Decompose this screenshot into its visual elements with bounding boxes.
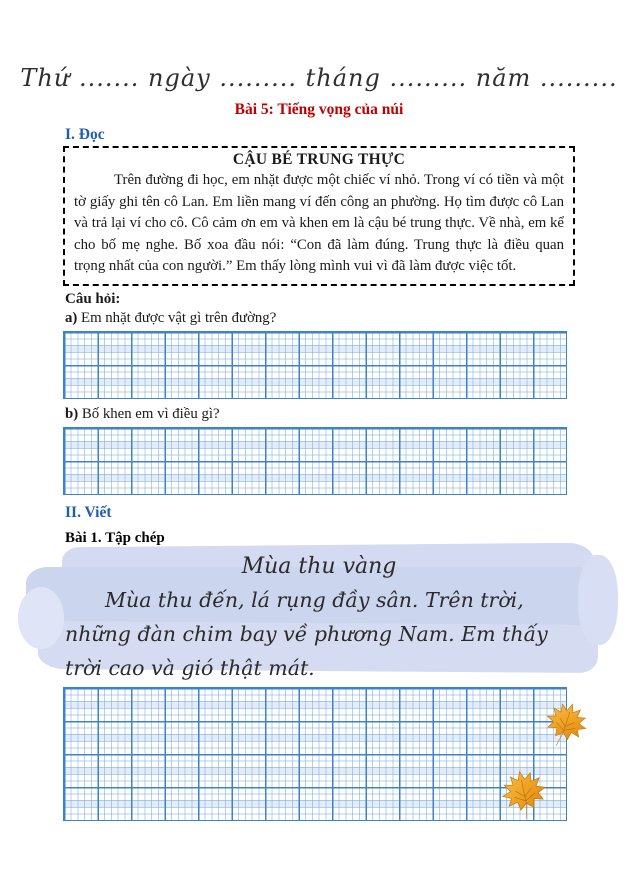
reading-box-title: CẬU BÉ TRUNG THỰC [232,151,406,168]
question-a [65,310,638,327]
reading-passage-box [63,146,575,286]
reading-passage-text: Trên đường đi học, em nhặt được một chiếc ví nhỏ. Trong ví có tiền và một tờ giấy ghi tên cô Lan. Em liền mang ví đến công an phường. Họ tìm được cô Lan và trả lại ví cho cô. Cô cảm ơn em và khen em là cậu bé trung thực. Về nhà, em kể cho bố mẹ nghe. Bố xoa đầu nói: “Con đã làm đúng. Trung thực là điều quan trọng nhất của con người.” Em thấy lòng mình vui vì đã làm được việc tốt. [74,172,564,275]
maple-leaf-icon [535,696,594,758]
copy-passage: Mùa thu đến, lá rụng đầy sân. Trên trời, những đàn chim bay về phương Nam. Em thấy trời cao và gió thật mát. [65,587,548,680]
wash-stroke [18,587,64,649]
writing-grid [63,687,567,821]
question-a-prefix: a) [65,309,78,326]
answer-grid-b [63,427,567,495]
maple-leaf-icon [495,765,555,828]
lesson-title: Bài 5: Tiếng vọng của núi [234,101,404,118]
copy-title: Mùa thu vàng [241,553,397,579]
section-heading-read: I. Đọc [65,126,105,143]
answer-grid-a [63,331,567,399]
date-line: Thứ ....... ngày ......... tháng ......... năm ......... [20,64,618,92]
question-b [65,406,638,423]
task-label: Bài 1. Tập chép [65,529,165,546]
section-heading-write: II. Viết [65,503,112,521]
question-a-text: Em nhặt được vật gì trên đường? [77,309,277,326]
copy-section [0,549,638,821]
question-b-text: Bố khen em vì điều gì? [78,405,220,422]
questions-label: Câu hỏi: [65,290,121,307]
question-b-prefix: b) [65,405,79,422]
